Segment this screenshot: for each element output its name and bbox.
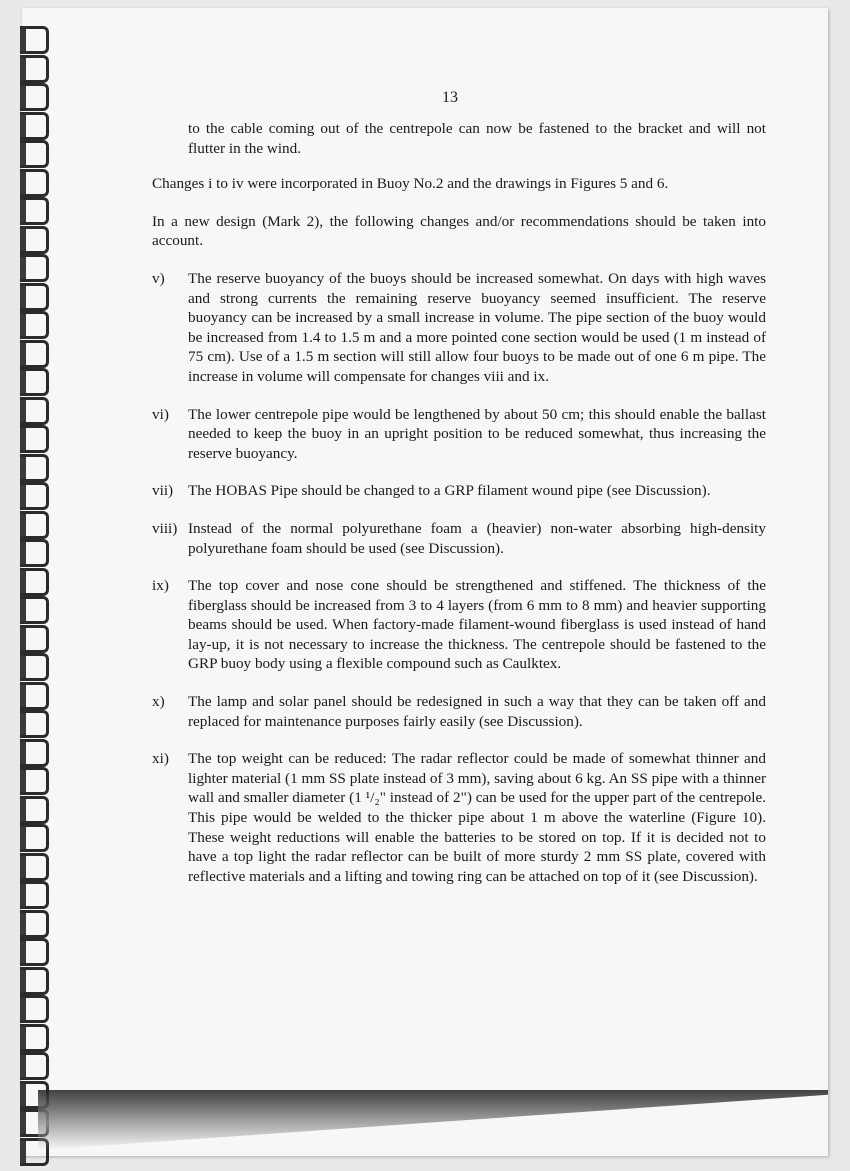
item-number: xi) (152, 750, 169, 768)
binding-ring (20, 682, 49, 710)
binding-ring (20, 796, 49, 824)
item-text: The HOBAS Pipe should be changed to a GRP filament wound pipe (see Discussion). (188, 482, 711, 500)
binding-ring (20, 254, 49, 282)
binding-ring (20, 824, 49, 852)
item-text: The top cover and nose cone should be strengthened and stiffened. The thickness of the fiberglass should be increased from 3 to 4 layers (from 6 mm to 8 mm) and heavier supporting beams should be used. When factory-made filament-wound fiberglass is used instead of hand lay-up, it is not necessary to increase the thickness. The centrepole should be fastened to the GRP buoy body using a flexible compound such as Caulktex. (188, 577, 766, 673)
binding-ring (20, 739, 49, 767)
binding-ring (20, 226, 49, 254)
binding-ring (20, 596, 49, 624)
binding-ring (20, 625, 49, 653)
binding-ring (20, 140, 49, 168)
item-number: v) (152, 269, 165, 287)
binding-ring (20, 368, 49, 396)
binding-ring (20, 511, 49, 539)
item-number: ix) (152, 577, 169, 595)
spiral-binding (0, 0, 52, 1171)
binding-ring (20, 710, 49, 738)
list-item (152, 749, 766, 886)
binding-ring (20, 995, 49, 1023)
binding-ring (20, 910, 49, 938)
list-item (152, 269, 766, 387)
binding-ring (20, 83, 49, 111)
binding-ring (20, 197, 49, 225)
list-item (152, 519, 766, 558)
binding-ring (20, 853, 49, 881)
binding-ring (20, 26, 49, 54)
item-text: Instead of the normal polyurethane foam a (heavier) non-water absorbing high-density polyurethane foam should be used (see Discussion). (188, 519, 766, 557)
item-number: vi) (152, 405, 169, 423)
list-item (152, 692, 766, 731)
binding-ring (20, 938, 49, 966)
binding-ring (20, 881, 49, 909)
binding-ring (20, 1024, 49, 1052)
item-number: x) (152, 693, 165, 711)
list-item (152, 405, 766, 464)
binding-ring (20, 568, 49, 596)
paragraph-changes: Changes i to iv were incorporated in Buoy No.2 and the drawings in Figures 5 and 6. (152, 175, 669, 193)
document-body (152, 119, 766, 886)
binding-ring (20, 340, 49, 368)
item-number: vii) (152, 482, 174, 500)
item-text: The lower centrepole pipe would be lengthened by about 50 cm; this should enable the ballast needed to keep the buoy in an upright position to be reduced somewhat, thus increasing the reserve buoyancy. (188, 405, 766, 462)
binding-ring (20, 311, 49, 339)
binding-ring (20, 397, 49, 425)
page-number: 13 (442, 89, 458, 106)
binding-ring (20, 767, 49, 795)
item-text: The reserve buoyancy of the buoys should be increased somewhat. On days with high waves and strong currents the remaining reserve buoyancy seemed insufficient. The reserve buoyancy can be increased by a small increase in volume. The pipe section of the buoy would be increased from 1.4 to 1.5 m and a more pointed cone section would be used (1 m instead of 75 cm). Use of a 1.5 m section will still allow four buoys to be made out of one 6 m pipe. The increase in volume will compensate for changes viii and ix. (188, 269, 766, 385)
binding-ring (20, 653, 49, 681)
binding-ring (20, 169, 49, 197)
binding-ring (20, 283, 49, 311)
continuation-paragraph: to the cable coming out of the centrepole can now be fastened to the bracket and will not flutter in the wind. (188, 120, 766, 157)
paragraph-new-design: In a new design (Mark 2), the following changes and/or recommendations should be taken into account. (152, 212, 766, 250)
binding-ring (20, 539, 49, 567)
item-text: The lamp and solar panel should be redesigned in such a way that they can be taken off and replaced for maintenance purposes fairly easily (see Discussion). (188, 693, 766, 730)
binding-ring (20, 425, 49, 453)
item-number: viii) (152, 519, 178, 537)
binding-ring (20, 1052, 49, 1080)
binding-ring (20, 112, 49, 140)
binding-ring (20, 967, 49, 995)
list-item (152, 481, 766, 501)
binding-ring (20, 454, 49, 482)
list-item (152, 576, 766, 674)
binding-ring (20, 55, 49, 83)
binding-ring (20, 482, 49, 510)
item-text: The top weight can be reduced: The radar reflector could be made of somewhat thinner and lighter material (1 mm SS plate instead of 3 mm), saving about 6 kg. An SS pipe with a thinner wall and smaller diameter (1 ¹/₂" instead of 2") can be used for the upper part of the centrepole. This pipe would be welded to the thicker pipe about 1 m above the waterline (Figure 10). These weight reductions will enable the batteries to be stored on top. If it is decided not to have a top light the radar reflector can be built of more sturdy 2 mm SS plate, covered with reflective materials and a lifting and towing ring can be attached on top of it (see Discussion). (188, 750, 766, 885)
